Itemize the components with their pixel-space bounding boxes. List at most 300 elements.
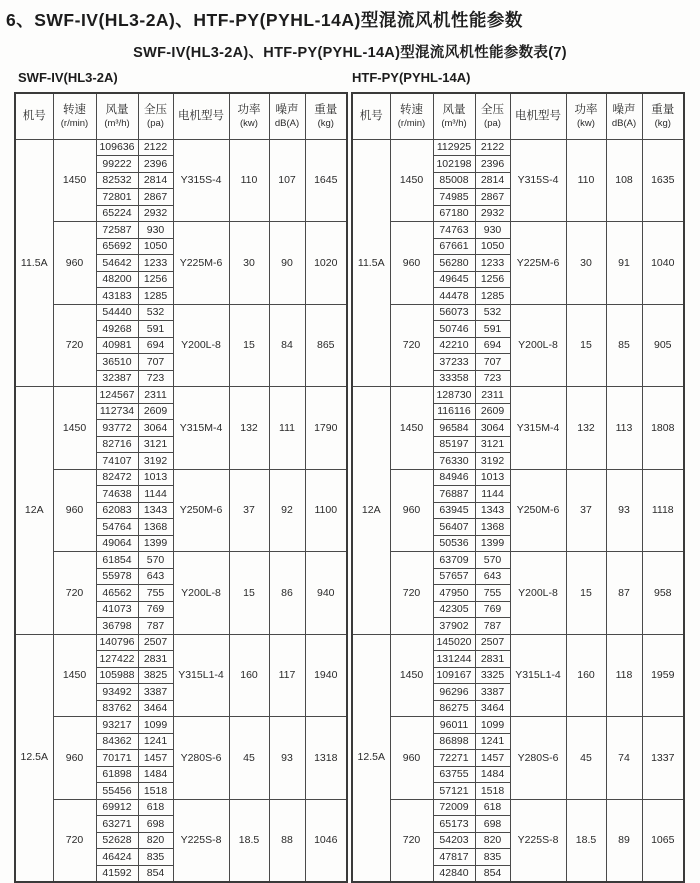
speed-cell: 720 <box>53 799 96 882</box>
pressure-cell: 591 <box>138 321 173 338</box>
pressure-cell: 1144 <box>475 486 510 503</box>
power-cell: 15 <box>229 552 269 635</box>
pressure-cell: 2311 <box>475 387 510 404</box>
airflow-cell: 41592 <box>96 865 138 882</box>
speed-cell: 720 <box>390 799 433 882</box>
weight-cell: 1940 <box>305 634 347 717</box>
column-header-unit: (pa) <box>147 117 164 129</box>
pressure-cell: 787 <box>138 618 173 635</box>
pressure-cell: 1518 <box>138 783 173 800</box>
airflow-cell: 96584 <box>433 420 475 437</box>
airflow-cell: 109636 <box>96 139 138 156</box>
speed-cell: 960 <box>53 717 96 800</box>
airflow-cell: 86275 <box>433 700 475 717</box>
airflow-cell: 36510 <box>96 354 138 371</box>
motor-model-cell: Y200L-8 <box>510 304 566 387</box>
pressure-cell: 835 <box>475 849 510 866</box>
pressure-cell: 532 <box>138 304 173 321</box>
pressure-cell: 3464 <box>475 700 510 717</box>
pressure-cell: 854 <box>138 865 173 882</box>
speed-cell: 720 <box>53 304 96 387</box>
pressure-cell: 643 <box>475 568 510 585</box>
pressure-cell: 698 <box>138 816 173 833</box>
noise-cell: 85 <box>606 304 642 387</box>
motor-model-cell: Y250M-6 <box>510 469 566 552</box>
pressure-cell: 2507 <box>475 634 510 651</box>
pressure-cell: 570 <box>138 552 173 569</box>
motor-model-cell: Y280S-6 <box>173 717 229 800</box>
column-header <box>15 93 53 139</box>
airflow-cell: 54642 <box>96 255 138 272</box>
pressure-cell: 2867 <box>138 189 173 206</box>
airflow-cell: 131244 <box>433 651 475 668</box>
table-row <box>15 717 347 734</box>
pressure-cell: 3064 <box>138 420 173 437</box>
pressure-cell: 1518 <box>475 783 510 800</box>
pressure-cell: 2932 <box>475 205 510 222</box>
noise-cell: 118 <box>606 634 642 717</box>
spec-table-swf <box>14 92 348 883</box>
airflow-cell: 46424 <box>96 849 138 866</box>
speed-cell: 960 <box>53 222 96 305</box>
column-header-unit: (r/min) <box>397 117 426 129</box>
speed-cell: 960 <box>390 222 433 305</box>
airflow-cell: 82716 <box>96 436 138 453</box>
motor-model-cell: Y315L1-4 <box>173 634 229 717</box>
fan-size-cell: 12.5A <box>15 634 53 882</box>
pressure-cell: 2814 <box>475 172 510 189</box>
pressure-cell: 723 <box>138 370 173 387</box>
pressure-cell: 3325 <box>475 667 510 684</box>
airflow-cell: 112925 <box>433 139 475 156</box>
motor-model-cell: Y280S-6 <box>510 717 566 800</box>
airflow-cell: 52628 <box>96 832 138 849</box>
airflow-cell: 72587 <box>96 222 138 239</box>
speed-cell: 1450 <box>53 139 96 222</box>
table-row <box>15 634 347 651</box>
power-cell: 37 <box>229 469 269 552</box>
column-header-label: 电机型号 <box>515 110 561 123</box>
airflow-cell: 63271 <box>96 816 138 833</box>
airflow-cell: 99222 <box>96 156 138 173</box>
power-cell: 110 <box>566 139 606 222</box>
airflow-cell: 42840 <box>433 865 475 882</box>
airflow-cell: 86898 <box>433 733 475 750</box>
airflow-cell: 72271 <box>433 750 475 767</box>
spec-table-htf <box>351 92 685 883</box>
speed-cell: 960 <box>390 469 433 552</box>
pressure-cell: 1457 <box>138 750 173 767</box>
airflow-cell: 74763 <box>433 222 475 239</box>
pressure-cell: 820 <box>138 832 173 849</box>
motor-model-cell: Y200L-8 <box>173 304 229 387</box>
motor-model-cell: Y250M-6 <box>173 469 229 552</box>
column-header-unit: (pa) <box>484 117 501 129</box>
pressure-cell: 3121 <box>475 436 510 453</box>
weight-cell: 1635 <box>642 139 684 222</box>
pressure-cell: 3825 <box>138 667 173 684</box>
pressure-cell: 930 <box>475 222 510 239</box>
table-labels-row <box>0 68 700 92</box>
column-header-label: 噪声 <box>612 104 636 117</box>
column-header <box>510 93 566 139</box>
pressure-cell: 1399 <box>475 535 510 552</box>
pressure-cell: 1241 <box>475 733 510 750</box>
table-row <box>352 139 684 156</box>
airflow-cell: 46562 <box>96 585 138 602</box>
pressure-cell: 820 <box>475 832 510 849</box>
airflow-cell: 82472 <box>96 469 138 486</box>
power-cell: 132 <box>566 387 606 470</box>
airflow-cell: 44478 <box>433 288 475 305</box>
airflow-cell: 63755 <box>433 766 475 783</box>
pressure-cell: 1241 <box>138 733 173 750</box>
column-header <box>138 93 173 139</box>
pressure-cell: 1484 <box>475 766 510 783</box>
pressure-cell: 769 <box>475 601 510 618</box>
pressure-cell: 643 <box>138 568 173 585</box>
column-header <box>606 93 642 139</box>
weight-cell: 865 <box>305 304 347 387</box>
airflow-cell: 41073 <box>96 601 138 618</box>
airflow-cell: 48200 <box>96 271 138 288</box>
table-row <box>352 469 684 486</box>
pressure-cell: 1233 <box>475 255 510 272</box>
speed-cell: 960 <box>53 469 96 552</box>
airflow-cell: 69912 <box>96 799 138 816</box>
weight-cell: 1020 <box>305 222 347 305</box>
airflow-cell: 63945 <box>433 502 475 519</box>
table-row <box>352 552 684 569</box>
table-row <box>352 799 684 816</box>
airflow-cell: 49268 <box>96 321 138 338</box>
pressure-cell: 2831 <box>138 651 173 668</box>
airflow-cell: 74985 <box>433 189 475 206</box>
airflow-cell: 67661 <box>433 238 475 255</box>
airflow-cell: 124567 <box>96 387 138 404</box>
airflow-cell: 127422 <box>96 651 138 668</box>
column-header <box>173 93 229 139</box>
column-header-label: 机号 <box>22 110 46 123</box>
pressure-cell: 618 <box>138 799 173 816</box>
noise-cell: 84 <box>269 304 305 387</box>
airflow-cell: 49064 <box>96 535 138 552</box>
column-header-label: 重量 <box>651 104 675 117</box>
weight-cell: 958 <box>642 552 684 635</box>
airflow-cell: 82532 <box>96 172 138 189</box>
weight-cell: 1318 <box>305 717 347 800</box>
airflow-cell: 33358 <box>433 370 475 387</box>
airflow-cell: 54764 <box>96 519 138 536</box>
weight-cell: 1040 <box>642 222 684 305</box>
weight-cell: 1118 <box>642 469 684 552</box>
pressure-cell: 787 <box>475 618 510 635</box>
table-row <box>15 139 347 156</box>
speed-cell: 720 <box>53 552 96 635</box>
pressure-cell: 1343 <box>475 502 510 519</box>
column-header-unit: (kg) <box>654 117 671 129</box>
pressure-cell: 2831 <box>475 651 510 668</box>
noise-cell: 111 <box>269 387 305 470</box>
airflow-cell: 65173 <box>433 816 475 833</box>
airflow-cell: 70171 <box>96 750 138 767</box>
pressure-cell: 3064 <box>475 420 510 437</box>
power-cell: 110 <box>229 139 269 222</box>
pressure-cell: 2311 <box>138 387 173 404</box>
airflow-cell: 50746 <box>433 321 475 338</box>
power-cell: 15 <box>566 552 606 635</box>
column-header <box>269 93 305 139</box>
airflow-cell: 93772 <box>96 420 138 437</box>
column-header-label: 功率 <box>574 104 598 117</box>
column-header-label: 转速 <box>63 104 86 117</box>
fan-size-cell: 11.5A <box>15 139 53 387</box>
power-cell: 132 <box>229 387 269 470</box>
airflow-cell: 72009 <box>433 799 475 816</box>
airflow-cell: 36798 <box>96 618 138 635</box>
pressure-cell: 707 <box>138 354 173 371</box>
header-row <box>15 93 347 139</box>
power-cell: 18.5 <box>229 799 269 882</box>
column-header-label: 全压 <box>144 104 167 117</box>
pressure-cell: 1144 <box>138 486 173 503</box>
pressure-cell: 1457 <box>475 750 510 767</box>
airflow-cell: 49645 <box>433 271 475 288</box>
motor-model-cell: Y315L1-4 <box>510 634 566 717</box>
noise-cell: 91 <box>606 222 642 305</box>
noise-cell: 92 <box>269 469 305 552</box>
speed-cell: 1450 <box>390 139 433 222</box>
column-header <box>229 93 269 139</box>
power-cell: 45 <box>229 717 269 800</box>
airflow-cell: 76887 <box>433 486 475 503</box>
airflow-cell: 56407 <box>433 519 475 536</box>
airflow-cell: 47817 <box>433 849 475 866</box>
pressure-cell: 1256 <box>138 271 173 288</box>
pressure-cell: 1343 <box>138 502 173 519</box>
airflow-cell: 76330 <box>433 453 475 470</box>
motor-model-cell: Y200L-8 <box>173 552 229 635</box>
pressure-cell: 694 <box>138 337 173 354</box>
column-header-label: 噪声 <box>275 104 299 117</box>
table-row <box>352 304 684 321</box>
motor-model-cell: Y225S-8 <box>173 799 229 882</box>
motor-model-cell: Y315S-4 <box>510 139 566 222</box>
pressure-cell: 1285 <box>475 288 510 305</box>
airflow-cell: 32387 <box>96 370 138 387</box>
column-header <box>352 93 390 139</box>
pressure-cell: 618 <box>475 799 510 816</box>
airflow-cell: 50536 <box>433 535 475 552</box>
column-header-unit: (kw) <box>577 117 595 129</box>
noise-cell: 87 <box>606 552 642 635</box>
airflow-cell: 67180 <box>433 205 475 222</box>
airflow-cell: 57657 <box>433 568 475 585</box>
column-header <box>390 93 433 139</box>
table-row <box>352 717 684 734</box>
column-header-label: 重量 <box>314 104 338 117</box>
power-cell: 15 <box>229 304 269 387</box>
airflow-cell: 37233 <box>433 354 475 371</box>
noise-cell: 89 <box>606 799 642 882</box>
fan-size-cell: 12A <box>15 387 53 635</box>
airflow-cell: 55978 <box>96 568 138 585</box>
airflow-cell: 140796 <box>96 634 138 651</box>
power-cell: 37 <box>566 469 606 552</box>
column-header-label: 机号 <box>359 110 383 123</box>
power-cell: 160 <box>566 634 606 717</box>
fan-size-cell: 12A <box>352 387 390 635</box>
page-title: 6、SWF-IV(HL3-2A)、HTF-PY(PYHL-14A)型混流风机性能参数 <box>6 10 523 30</box>
column-header-unit: (kg) <box>317 117 334 129</box>
pressure-cell: 1368 <box>138 519 173 536</box>
noise-cell: 93 <box>606 469 642 552</box>
pressure-cell: 3121 <box>138 436 173 453</box>
weight-cell: 1065 <box>642 799 684 882</box>
airflow-cell: 85008 <box>433 172 475 189</box>
speed-cell: 1450 <box>390 634 433 717</box>
column-header <box>475 93 510 139</box>
pressure-cell: 2122 <box>138 139 173 156</box>
airflow-cell: 84362 <box>96 733 138 750</box>
airflow-cell: 43183 <box>96 288 138 305</box>
column-header-label: 风量 <box>442 104 466 117</box>
weight-cell: 1046 <box>305 799 347 882</box>
column-header <box>433 93 475 139</box>
pressure-cell: 3464 <box>138 700 173 717</box>
pressure-cell: 532 <box>475 304 510 321</box>
weight-cell: 1959 <box>642 634 684 717</box>
airflow-cell: 93217 <box>96 717 138 734</box>
airflow-cell: 109167 <box>433 667 475 684</box>
pressure-cell: 930 <box>138 222 173 239</box>
airflow-cell: 105988 <box>96 667 138 684</box>
pressure-cell: 2507 <box>138 634 173 651</box>
table-row <box>352 387 684 404</box>
pressure-cell: 591 <box>475 321 510 338</box>
speed-cell: 1450 <box>53 387 96 470</box>
speed-cell: 960 <box>390 717 433 800</box>
motor-model-cell: Y315M-4 <box>173 387 229 470</box>
airflow-cell: 116116 <box>433 403 475 420</box>
speed-cell: 1450 <box>53 634 96 717</box>
airflow-cell: 65224 <box>96 205 138 222</box>
column-header-label: 功率 <box>237 104 261 117</box>
pressure-cell: 1099 <box>138 717 173 734</box>
column-header <box>305 93 347 139</box>
tables-container <box>0 92 700 883</box>
weight-cell: 1808 <box>642 387 684 470</box>
column-header-unit: dB(A) <box>274 117 300 129</box>
airflow-cell: 54203 <box>433 832 475 849</box>
pressure-cell: 769 <box>138 601 173 618</box>
noise-cell: 108 <box>606 139 642 222</box>
noise-cell: 117 <box>269 634 305 717</box>
column-header-label: 风量 <box>105 104 129 117</box>
motor-model-cell: Y315M-4 <box>510 387 566 470</box>
pressure-cell: 1256 <box>475 271 510 288</box>
pressure-cell: 1013 <box>138 469 173 486</box>
pressure-cell: 3387 <box>475 684 510 701</box>
motor-model-cell: Y225S-8 <box>510 799 566 882</box>
weight-cell: 1100 <box>305 469 347 552</box>
pressure-cell: 698 <box>475 816 510 833</box>
pressure-cell: 1399 <box>138 535 173 552</box>
airflow-cell: 56280 <box>433 255 475 272</box>
pressure-cell: 3192 <box>475 453 510 470</box>
pressure-cell: 854 <box>475 865 510 882</box>
pressure-cell: 2867 <box>475 189 510 206</box>
table-row <box>15 799 347 816</box>
airflow-cell: 61898 <box>96 766 138 783</box>
airflow-cell: 74107 <box>96 453 138 470</box>
airflow-cell: 83762 <box>96 700 138 717</box>
airflow-cell: 93492 <box>96 684 138 701</box>
column-header-unit: (m³/h) <box>441 117 467 129</box>
pressure-cell: 1013 <box>475 469 510 486</box>
left-table-label: SWF-IV(HL3-2A) <box>18 70 118 85</box>
airflow-cell: 84946 <box>433 469 475 486</box>
speed-cell: 1450 <box>390 387 433 470</box>
pressure-cell: 2814 <box>138 172 173 189</box>
airflow-cell: 112734 <box>96 403 138 420</box>
pressure-cell: 2609 <box>475 403 510 420</box>
noise-cell: 107 <box>269 139 305 222</box>
airflow-cell: 57121 <box>433 783 475 800</box>
power-cell: 15 <box>566 304 606 387</box>
power-cell: 30 <box>229 222 269 305</box>
column-header-unit: dB(A) <box>611 117 637 129</box>
power-cell: 45 <box>566 717 606 800</box>
airflow-cell: 54440 <box>96 304 138 321</box>
noise-cell: 113 <box>606 387 642 470</box>
weight-cell: 1790 <box>305 387 347 470</box>
pressure-cell: 1233 <box>138 255 173 272</box>
noise-cell: 93 <box>269 717 305 800</box>
airflow-cell: 96011 <box>433 717 475 734</box>
pressure-cell: 2932 <box>138 205 173 222</box>
column-header-unit: (m³/h) <box>104 117 130 129</box>
pressure-cell: 1050 <box>475 238 510 255</box>
column-header-label: 转速 <box>400 104 423 117</box>
motor-model-cell: Y225M-6 <box>510 222 566 305</box>
weight-cell: 905 <box>642 304 684 387</box>
airflow-cell: 61854 <box>96 552 138 569</box>
pressure-cell: 3192 <box>138 453 173 470</box>
airflow-cell: 40981 <box>96 337 138 354</box>
table-row <box>15 469 347 486</box>
power-cell: 18.5 <box>566 799 606 882</box>
airflow-cell: 47950 <box>433 585 475 602</box>
page-subtitle: SWF-IV(HL3-2A)、HTF-PY(PYHL-14A)型混流风机性能参数表(7) <box>133 45 567 61</box>
noise-cell: 90 <box>269 222 305 305</box>
airflow-cell: 96296 <box>433 684 475 701</box>
noise-cell: 74 <box>606 717 642 800</box>
table-row <box>352 634 684 651</box>
column-header-unit: (kw) <box>240 117 258 129</box>
pressure-cell: 1484 <box>138 766 173 783</box>
noise-cell: 86 <box>269 552 305 635</box>
pressure-cell: 2396 <box>138 156 173 173</box>
pressure-cell: 694 <box>475 337 510 354</box>
pressure-cell: 1368 <box>475 519 510 536</box>
airflow-cell: 85197 <box>433 436 475 453</box>
pressure-cell: 835 <box>138 849 173 866</box>
fan-size-cell: 11.5A <box>352 139 390 387</box>
table-row <box>15 222 347 239</box>
pressure-cell: 755 <box>475 585 510 602</box>
pressure-cell: 1285 <box>138 288 173 305</box>
